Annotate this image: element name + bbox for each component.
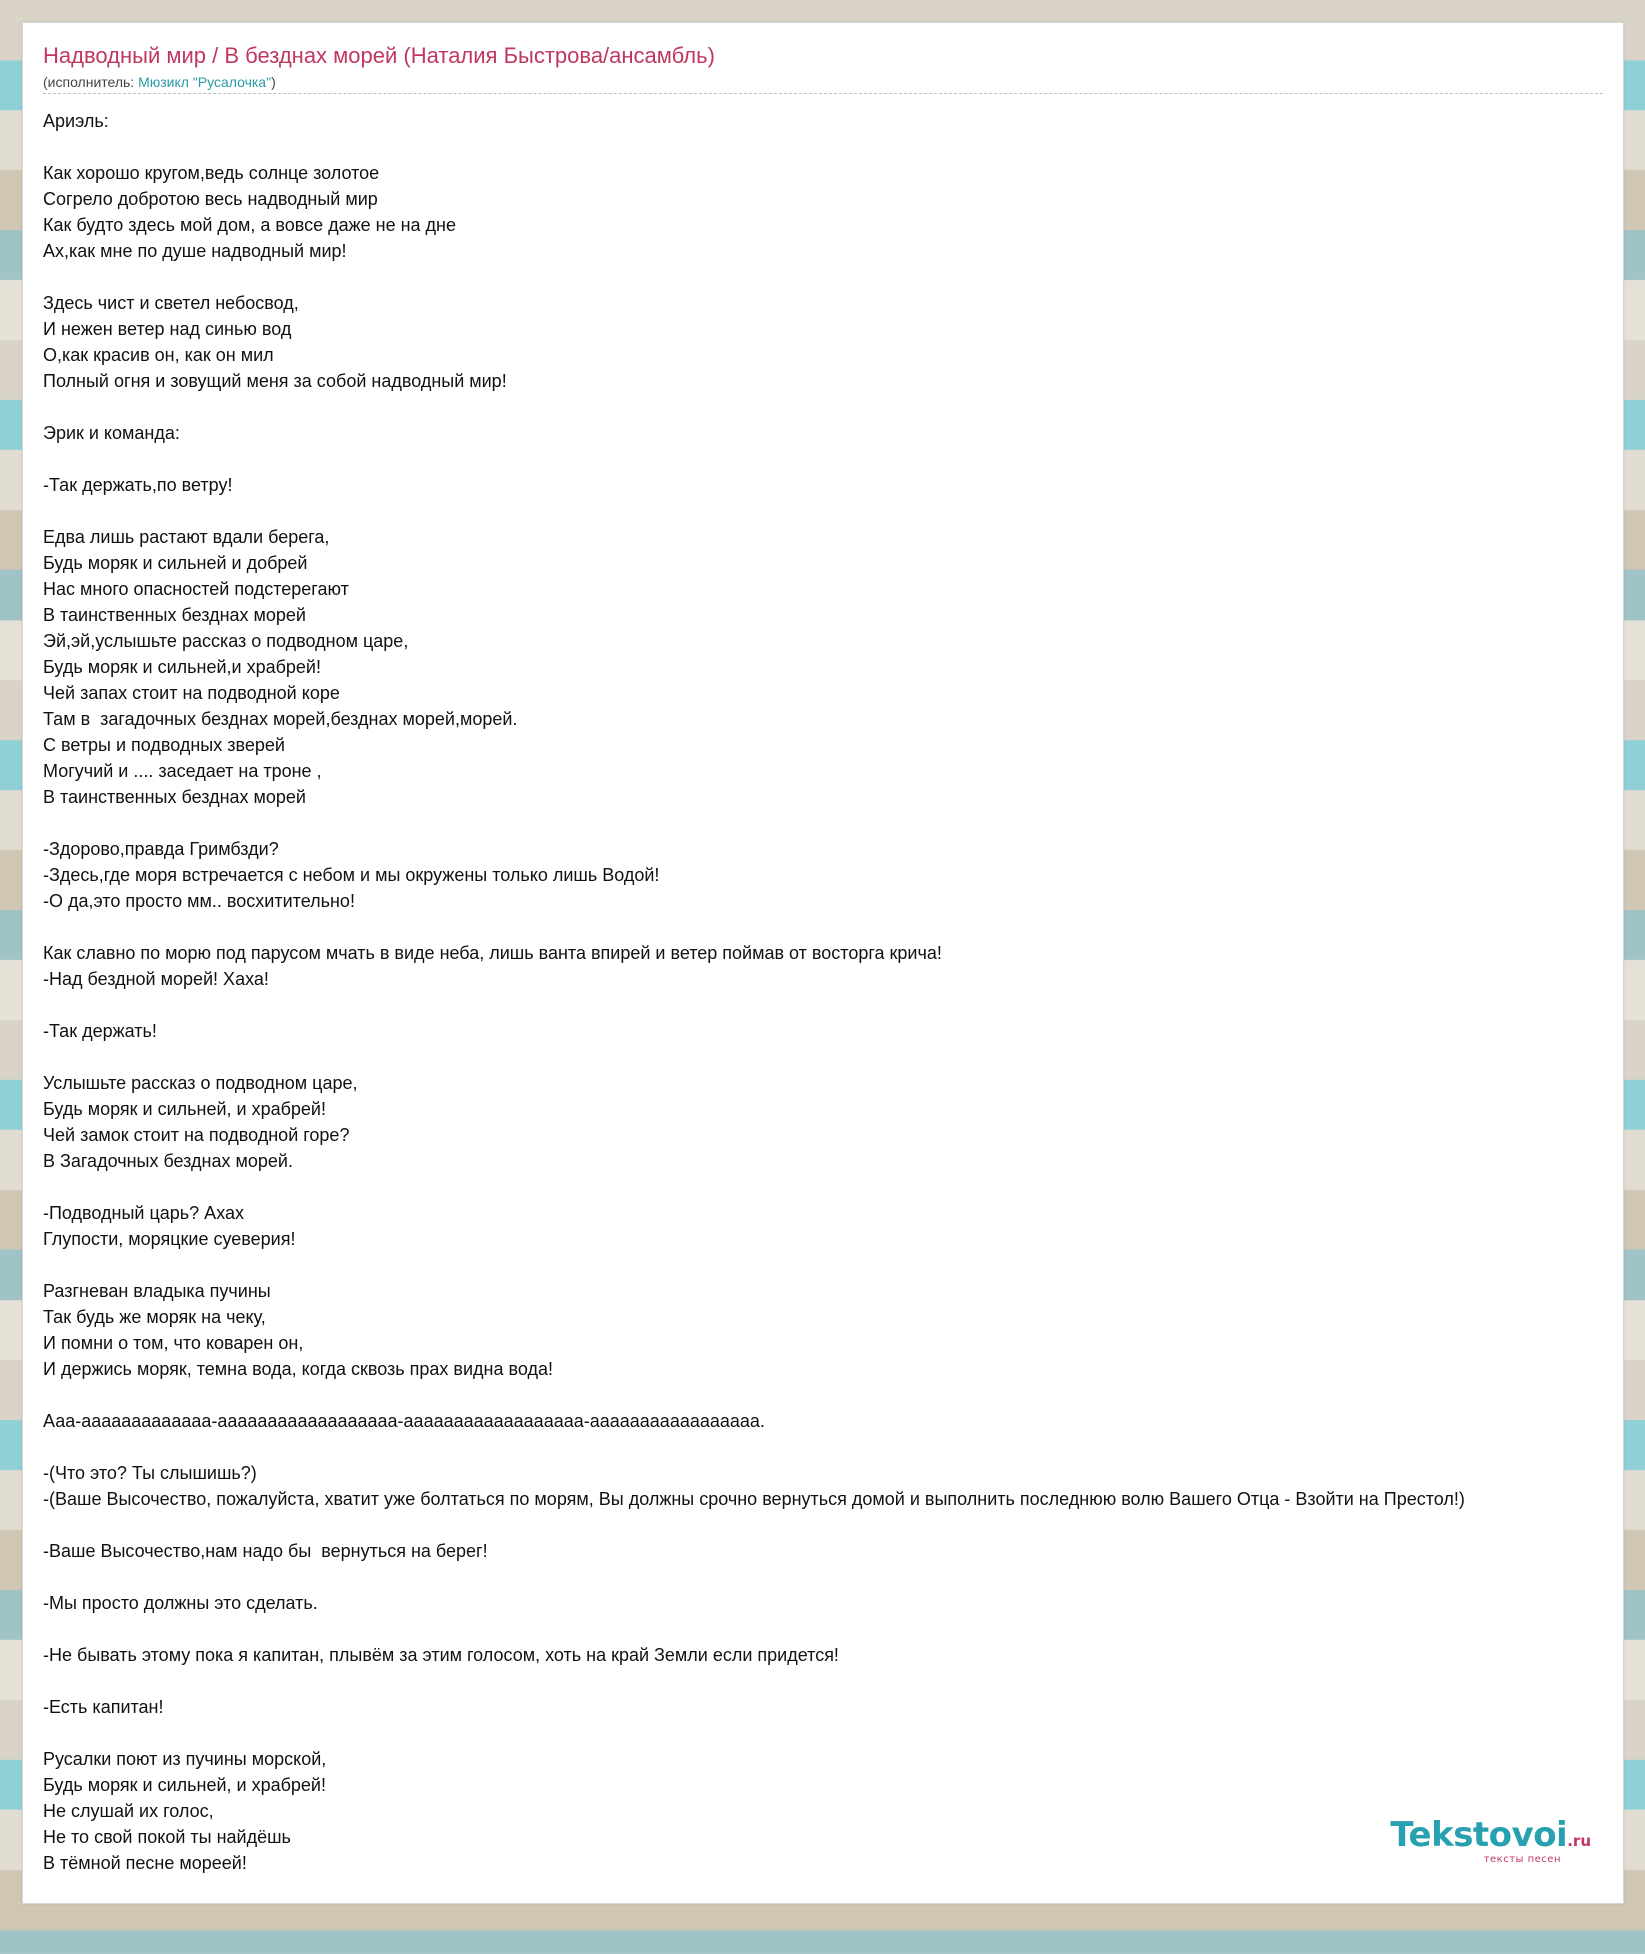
performer-suffix: ) (271, 74, 276, 90)
content-panel (22, 22, 1624, 1904)
performer-link[interactable]: Мюзикл "Русалочка" (138, 74, 272, 90)
song-title: Надводный мир / В безднах морей (Наталия Быстрова/ансамбль) (43, 43, 715, 68)
site-logo[interactable] (1390, 1815, 1591, 1865)
logo-tld: .ru (1567, 1832, 1591, 1850)
logo-wordmark: Tekstovoi (1390, 1815, 1568, 1855)
logo-tagline: тексты песен (1483, 1854, 1561, 1865)
performer-prefix: (исполнитель: (43, 74, 139, 90)
performer-line (43, 74, 276, 90)
lyrics-text: Ариэль: Как хорошо кругом,ведь солнце золотое Согрело добротою весь надводный мир Как будто здесь мой дом, а вовсе даже не на дне Ах,как мне по душе надводный мир! Здесь чист и светел небосвод, И нежен ветер над синью вод О,как красив он, как он мил Полный огня и зовущий меня за собой надводный мир! Эрик и команда: -Так держать,по ветру! Едва лишь растают вдали берега, Будь моряк и сильней и добрей Нас много опасностей подстерегают В таинственных безднах морей Эй,эй,услышьте рассказ о подводном царе, Будь моряк и сильней,и храбрей! Чей запах стоит на подводной коре Там в загадочных безднах морей,безднах морей,морей. С ветры и подводных зверей Могучий и .... заседает на троне , В таинственных безднах морей -Здорово,правда Гримбзди? -Здесь,где моря встречается с небом и мы окружены только лишь Водой! -О да,это просто мм.. восхитительно! Как славно по морю под парусом мчать в виде неба, лишь ванта впирей и ветер поймав от восторга крича! -Над бездной морей! Хаха! -Так держать! Услышьте рассказ о подводном царе, Будь моряк и сильней, и храбрей! Чей замок стоит на подводной горе? В Загадочных безднах морей. -Подводный царь? Ахах Глупости, моряцкие суеверия! Разгневан владыка пучины Так будь же моряк на чеку, И помни о том, что коварен он, И держись моряк, темна вода, когда сквозь прах видна вода! Ааа-ааааааааааааа-аааааааааааааааааа-аааааааааааааааааа-ааааааааааааааааа. -(Что это? Ты слышишь?) -(Ваше Высочество, пожалуйста, хватит уже болтаться по морям, Вы должны срочно вернуться домой и выполнить последнюю волю Вашего Отца - Взойти на Престол!) -Ваше Высочество,нам надо бы вернуться на берег! -Мы просто должны это сделать. -Не бывать этому пока я капитан, плывём за этим голосом, хоть на край Земли если придется! -Есть капитан! Русалки поют из пучины морской, Будь моряк и сильней, и храбрей! Не слушай их голос, Не то свой покой ты найдёшь В тёмной песне мореей! (43, 111, 1465, 1873)
title-divider (43, 93, 1603, 94)
